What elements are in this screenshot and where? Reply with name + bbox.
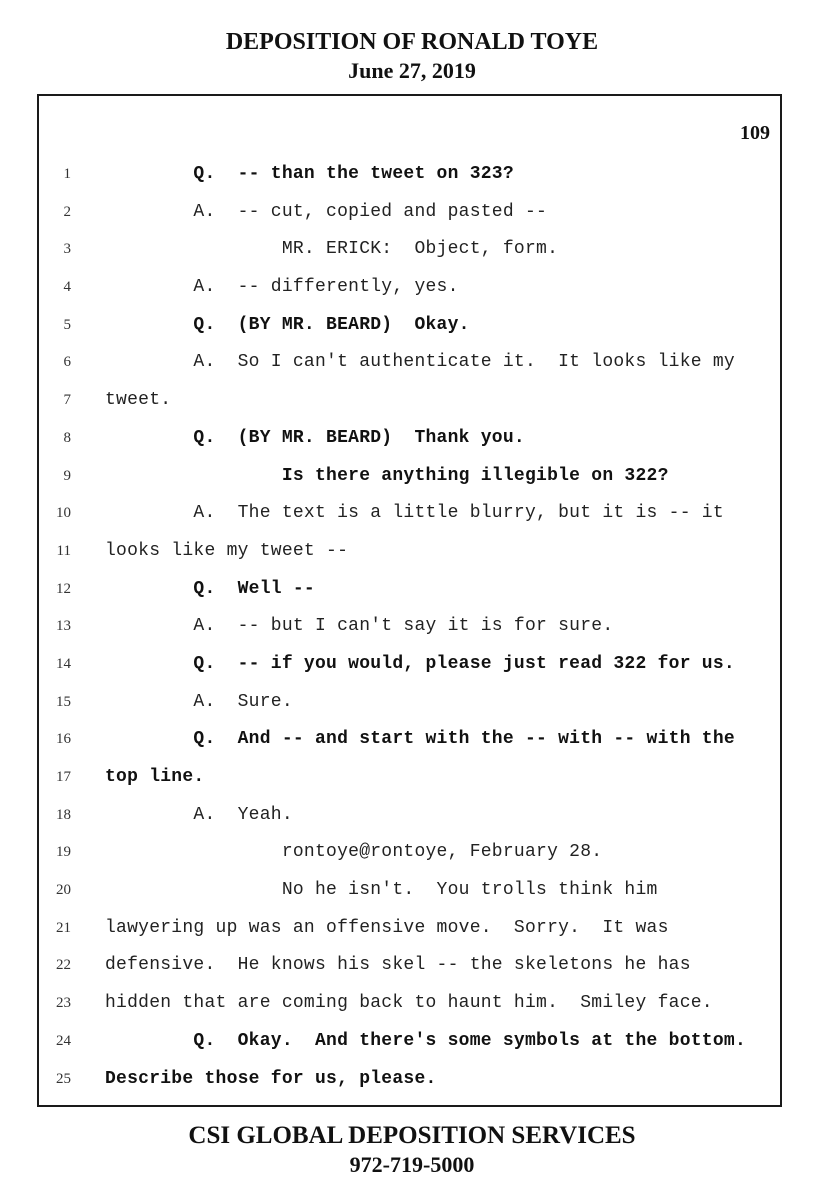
- line-text: Describe those for us, please.: [105, 1068, 437, 1089]
- line-number: 9: [63, 467, 71, 484]
- line-text: MR. ERICK: Object, form.: [105, 239, 559, 260]
- line-number: 7: [63, 392, 71, 409]
- line-number: 15: [56, 693, 71, 710]
- line-number: 18: [56, 806, 71, 823]
- transcript-line: [39, 269, 780, 307]
- line-number: 24: [56, 1032, 71, 1049]
- line-text: A. -- but I can't say it is for sure.: [105, 616, 614, 637]
- line-text: Q. (BY MR. BEARD) Okay.: [105, 314, 470, 335]
- transcript-line: [39, 608, 780, 646]
- transcript-line: [39, 458, 780, 496]
- line-number: 6: [63, 354, 71, 371]
- line-text: Q. Well --: [105, 578, 315, 599]
- line-text: Is there anything illegible on 322?: [105, 465, 669, 486]
- line-number: 5: [63, 316, 71, 333]
- transcript-line: [39, 307, 780, 345]
- line-number: 1: [63, 166, 71, 182]
- line-text: A. Sure.: [105, 691, 293, 712]
- transcript-line: [39, 495, 780, 533]
- line-text: A. -- differently, yes.: [105, 277, 459, 298]
- line-text: rontoye@rontoye, February 28.: [105, 842, 603, 863]
- line-number: 11: [56, 542, 71, 559]
- transcript-line: [39, 985, 780, 1023]
- reporting-company: CSI GLOBAL DEPOSITION SERVICES: [188, 1122, 636, 1149]
- line-number: 2: [63, 203, 71, 220]
- transcript-line: [39, 382, 780, 420]
- line-number: 3: [63, 241, 71, 258]
- transcript-line: [39, 872, 780, 910]
- line-text: Q. (BY MR. BEARD) Thank you.: [105, 427, 525, 448]
- line-number: 25: [56, 1070, 71, 1087]
- transcript-line: [39, 420, 780, 458]
- line-text: Q. -- if you would, please just read 322 for us.: [105, 653, 735, 674]
- line-number: 10: [56, 505, 71, 522]
- transcript-line: [39, 646, 780, 684]
- reporting-company-phone: 972-719-5000: [349, 1152, 475, 1177]
- transcript-line: [39, 231, 780, 269]
- line-number: 23: [56, 995, 71, 1012]
- line-text: top line.: [105, 767, 205, 787]
- transcript-page: [37, 94, 782, 1107]
- transcript-line: [39, 194, 780, 232]
- line-text: Q. Okay. And there's some symbols at the bottom.: [105, 1030, 747, 1051]
- line-number: 14: [56, 655, 71, 672]
- line-number: 21: [56, 919, 71, 936]
- line-text: A. Yeah.: [105, 804, 293, 825]
- line-text: tweet.: [105, 390, 172, 411]
- line-text: lawyering up was an offensive move. Sorry. It was: [105, 917, 669, 938]
- line-number: 16: [56, 731, 71, 748]
- transcript-line: [39, 156, 780, 194]
- transcript-line: [39, 721, 780, 759]
- document-footer: [0, 1121, 824, 1179]
- line-text: looks like my tweet --: [105, 540, 349, 561]
- line-number: 13: [56, 618, 71, 635]
- line-text: No he isn't. You trolls think him: [105, 880, 658, 901]
- line-number: 19: [56, 844, 71, 861]
- line-text: A. The text is a little blurry, but it is -- it: [105, 503, 724, 524]
- line-text: hidden that are coming back to haunt him. Smiley face.: [105, 993, 713, 1014]
- transcript-line: [39, 759, 780, 797]
- transcript-line: [39, 910, 780, 948]
- line-number: 8: [63, 429, 71, 446]
- deposition-date: June 27, 2019: [348, 58, 476, 83]
- transcript-line: [39, 947, 780, 985]
- transcript-line: [39, 797, 780, 835]
- transcript-line: [39, 1023, 780, 1061]
- line-number: 12: [56, 580, 71, 597]
- deposition-title: DEPOSITION OF RONALD TOYE: [225, 29, 599, 55]
- line-number: 20: [56, 882, 71, 899]
- line-number: 4: [63, 279, 71, 296]
- line-text: defensive. He knows his skel -- the skeletons he has: [105, 955, 691, 976]
- document-header: [0, 28, 824, 84]
- line-text: A. -- cut, copied and pasted --: [105, 201, 548, 222]
- line-number: 17: [56, 769, 71, 785]
- transcript-line: [39, 684, 780, 722]
- page-number: 109: [740, 122, 770, 144]
- line-number: 22: [56, 957, 71, 974]
- line-text: Q. And -- and start with the -- with -- with the: [105, 729, 735, 750]
- line-text: Q. -- than the tweet on 323?: [105, 164, 514, 184]
- transcript-line: [39, 834, 780, 872]
- transcript-lines: [39, 156, 780, 1098]
- transcript-line: [39, 1061, 780, 1099]
- line-text: A. So I can't authenticate it. It looks like my: [105, 352, 735, 373]
- transcript-line: [39, 571, 780, 609]
- transcript-line: [39, 344, 780, 382]
- transcript-line: [39, 533, 780, 571]
